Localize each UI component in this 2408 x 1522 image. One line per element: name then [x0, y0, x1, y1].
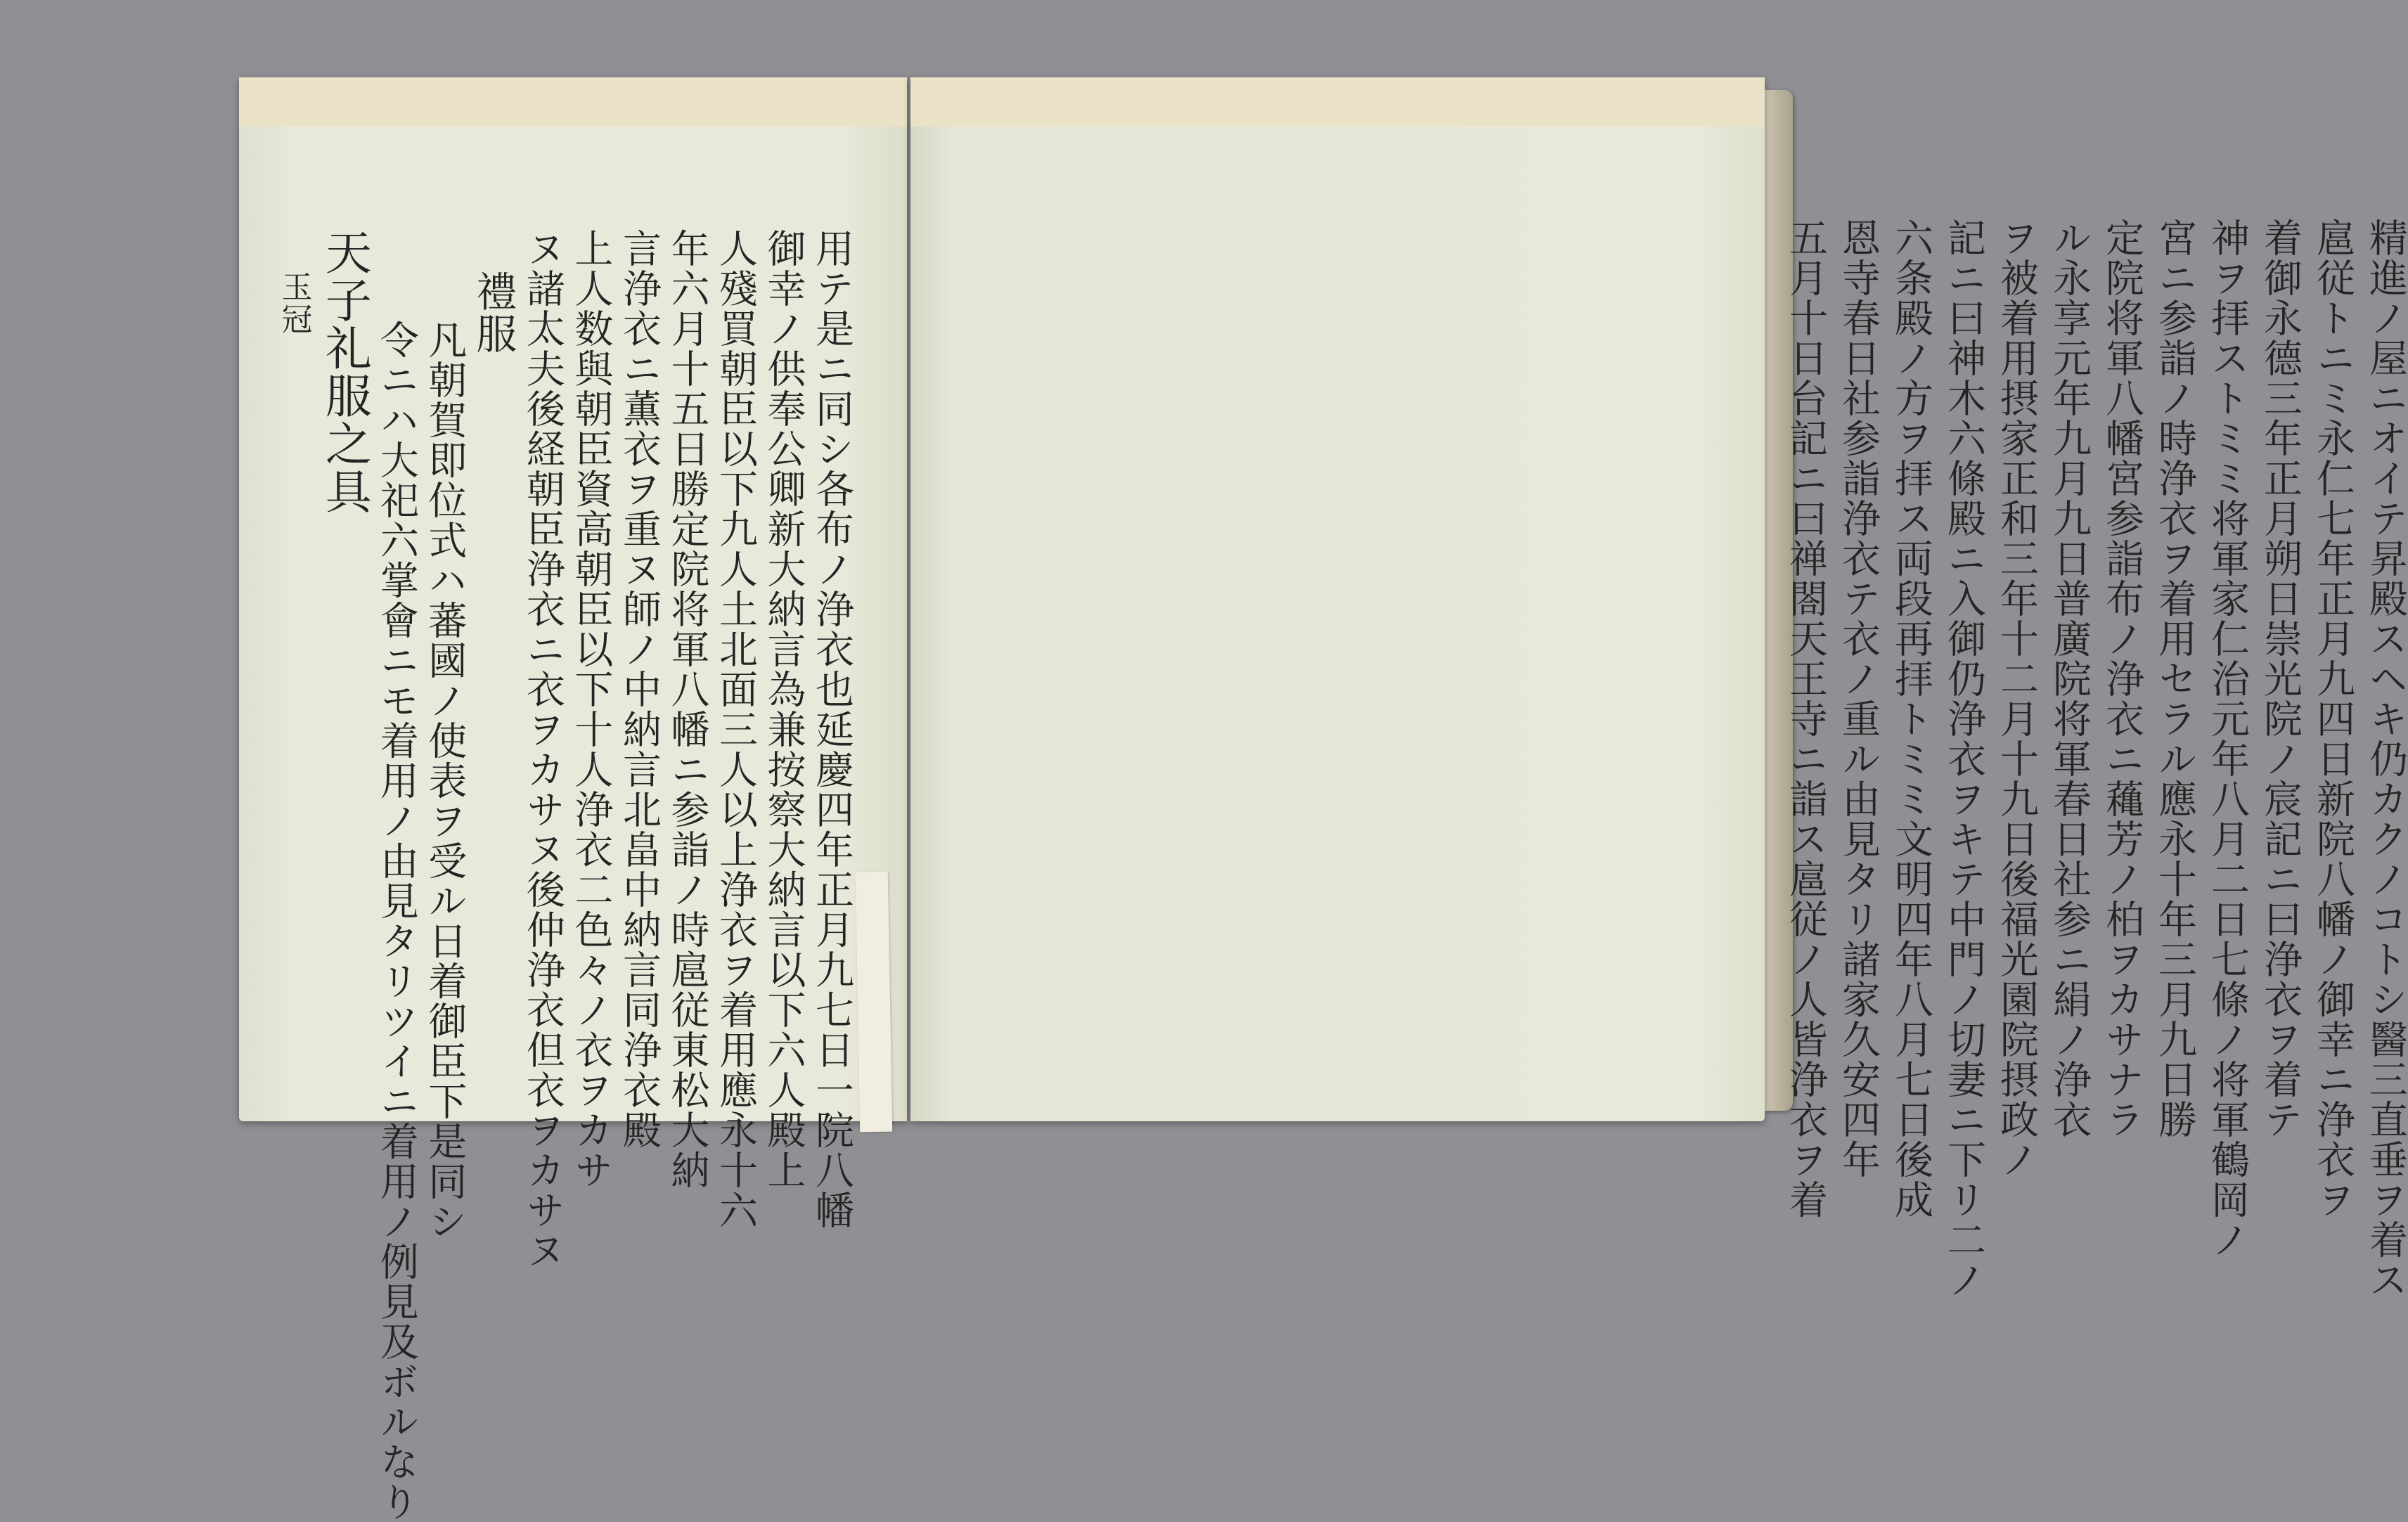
left-page-top-band [239, 77, 907, 127]
open-book [239, 77, 2408, 1522]
text-column: 記ニ曰神木六條殿ニ入御仍浄衣ヲキテ中門ノ切妻ニ下リ二ノ [1941, 218, 1986, 1300]
right-page [910, 77, 2408, 1300]
text-column: 六条殿ノ方ヲ拝ス両段再拝トミミ文明四年八月七日後成 [1888, 218, 1933, 1220]
text-column: 宮ニ参詣ノ時浄衣ヲ着用セラル應永十年三月九日勝 [2152, 218, 2197, 1140]
text-column: 定院将軍八幡宮参詣布ノ浄衣ニ蘒芳ノ柏ヲカサナラ [2099, 218, 2144, 1140]
text-column: 御幸ノ供奉公卿新大納言為兼按察大納言以下六人殿上 [761, 228, 806, 1190]
right-page-text [1631, 218, 2408, 1300]
text-column: 扈従トニミ永仁七年正月九四日新院八幡ノ御幸ニ浄衣ヲ [2310, 218, 2355, 1220]
text-column: 人殘買朝臣以下九人土北面三人以上浄衣ヲ着用應永十六 [712, 228, 758, 1230]
text-column: ヌ諸太夫後経朝臣浄衣ニ衣ヲカサヌ後仲浄衣但衣ヲカサヌ [520, 228, 565, 1270]
text-column: 上人数與朝臣資高朝臣以下十人浄衣二色々ノ衣ヲカサ [568, 228, 614, 1190]
text-column: 着御永德三年正月朔日崇光院ノ宸記ニ曰浄衣ヲ着テ [2258, 218, 2303, 1140]
text-column: 年六月十五日勝定院将軍八幡ニ参詣ノ時扈従東松大納 [664, 228, 710, 1190]
left-page-text [267, 228, 854, 1522]
text-column: 恩寺春日社参詣浄衣テ衣ノ重ル由見タリ諸家久安四年 [1836, 218, 1881, 1180]
item-heading: 玉冠 [276, 271, 312, 335]
section-heading: 禮服 [469, 271, 517, 355]
text-column: ル永享元年九月九日普廣院将軍春日社参ニ絹ノ浄衣 [2047, 218, 2092, 1140]
text-column: 言浄衣ニ薫衣ヲ重ヌ師ノ中納言北畠中納言同浄衣殿 [616, 228, 662, 1150]
subsection-heading: 天子礼服之具 [317, 228, 372, 515]
right-page-top-band [910, 77, 1765, 127]
left-page [239, 77, 907, 1522]
text-column: 神ヲ拝ストミミ将軍家仁治元年八月二日七條ノ将軍鶴岡ノ [2205, 218, 2250, 1260]
text-column: 五月十日台記ニ曰禅閤天王寺ニ詣ス扈従ノ人皆浄衣ヲ着 [1783, 218, 1828, 1220]
text-column: 令ニハ大祀六掌會ニモ着用ノ由見タリツイニ着用ノ例見及ボルなり [373, 320, 419, 1522]
text-column: 凡朝賀即位式ハ蕃國ノ使表ヲ受ル日着御臣下是同シ [422, 320, 468, 1242]
text-column: 精進ノ屋ニオイテ昇殿スヘキ仍カクノコトシ醫三直垂ヲ着ス [2363, 218, 2408, 1300]
text-column: 用テ是ニ同シ各布ノ浄衣也延慶四年正月九七日一院八幡 [809, 228, 854, 1230]
paper-strip [856, 872, 892, 1133]
text-column: ヲ被着用摂家正和三年十二月十九日後福光園院摂政ノ [1994, 218, 2039, 1180]
